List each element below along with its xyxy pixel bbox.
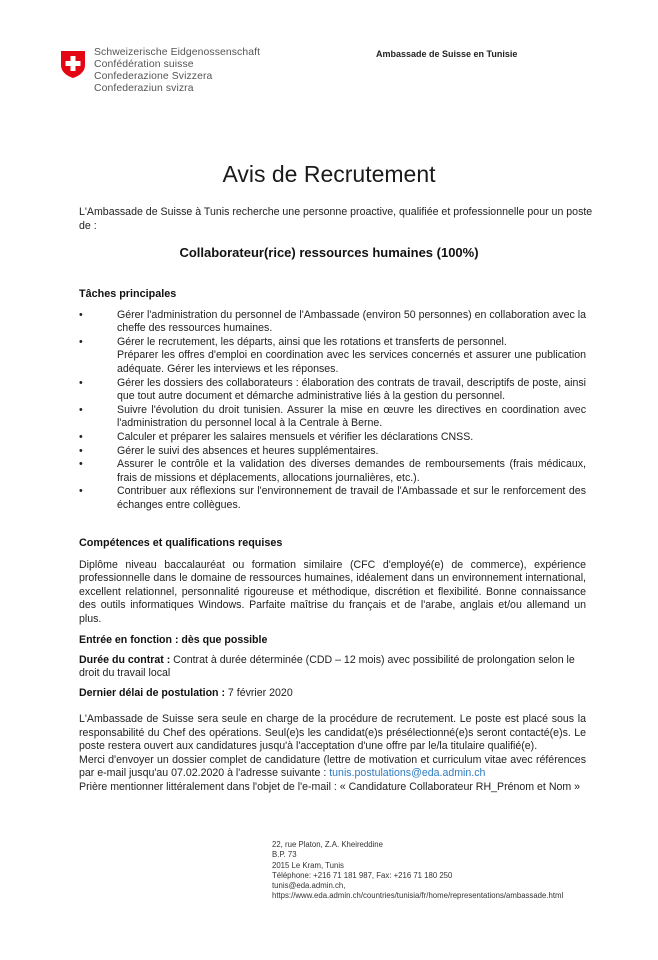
task-item [79, 458, 586, 485]
email-subject-instructions: Prière mentionner littéralement dans l'objet de l'e-mail : « Candidature Collaborateur RH_Prénom et Nom » [79, 780, 581, 793]
intro-text: L'Ambassade de Suisse à Tunis recherche une personne proactive, qualifiée et professionnelle pour un poste de : [79, 206, 593, 232]
bullet-icon: • [79, 485, 83, 498]
federal-name-it: Confederazione Svizzera [94, 71, 213, 82]
footer-email-link[interactable]: tunis@eda.admin.ch, [272, 881, 346, 891]
tasks-heading: Tâches principales [79, 288, 177, 300]
task-item [79, 404, 586, 431]
bullet-icon: • [79, 308, 83, 321]
duration-value: Contrat à durée déterminée (CDD – 12 mois) avec possibilité de prolongation selon le droit du travail local [79, 653, 575, 680]
procedure-text: L'Ambassade de Suisse sera seule en charge de la procédure de recrutement. Le poste est placé sous la responsabilité du Chef des opérations. Seul(e)s les candidat(e)s présélectionné(e)s seront contacté(e)s. Le poste restera ouvert aux candidatures jusqu'à l'acceptation d'une offre par le/la titulaire qualifié(e). [79, 713, 586, 753]
task-text: Suivre l'évolution du droit tunisien. Assurer la mise en œuvre les directives en coordination avec l'administration du personnel local à la Centrale à Berne. [117, 403, 586, 430]
task-text: Gérer le suivi des absences et heures supplémentaires. [117, 444, 379, 457]
application-instructions [79, 754, 586, 781]
bullet-icon: • [79, 376, 83, 389]
tasks-list [79, 309, 586, 513]
task-text: Gérer les dossiers des collaborateurs : élaboration des contrats de travail, descriptifs de poste, ainsi que tout autre document et démarche administrative liés à la gestion du personnel. [117, 376, 586, 403]
competences-heading: Compétences et qualifications requises [79, 537, 283, 549]
entry-date: Entrée en fonction : dès que possible [79, 634, 268, 646]
task-item [79, 309, 586, 336]
task-text: Assurer le contrôle et la validation des diverses demandes de remboursements (frais médicaux, frais de missions et déplacements, allocations journalières, etc.). [117, 458, 586, 484]
deadline-label: Dernier délai de postulation : [79, 686, 225, 699]
bullet-icon: • [79, 458, 83, 471]
task-text: Contribuer aux réflexions sur l'environnement de travail de l'Ambassade et sur le renforcement des échanges entre collègues. [117, 485, 586, 511]
task-text: Gérer l'administration du personnel de l'Ambassade (environ 50 personnes) en collaboration avec la cheffe des ressources humaines. [117, 308, 586, 335]
embassy-address-footer [272, 840, 563, 902]
address-po-box: B.P. 73 [272, 850, 297, 860]
footer-website-link[interactable]: https://www.eda.admin.ch/countries/tunisia/fr/home/representations/ambassade.html [272, 891, 564, 901]
address-street: 22, rue Platon, Z.A. Kheireddine [272, 840, 383, 849]
task-text: Gérer le recrutement, les départs, ainsi que les rotations et transferts de personnel. [117, 335, 507, 348]
page-title: Avis de Recrutement [222, 161, 436, 187]
application-email-link[interactable]: tunis.postulations@eda.admin.ch [329, 767, 486, 780]
task-text: Calculer et préparer les salaires mensuels et vérifier les déclarations CNSS. [117, 430, 474, 443]
swiss-shield-icon [60, 50, 86, 79]
competences-text: Diplôme niveau baccalauréat ou formation similaire (CFC d'employé(e) de commerce), expérience professionnelle dans le domaine de ressources humaines, idéalement dans un environnement international, excellent relationnel, personnalité rigoureuse et méthodique, discrétion et flexibilité. Bonne connaissance des outils informatiques Windows. Parfaite maîtrise du français et de l'arabe, anglais et/ou allemand un plus. [79, 558, 586, 625]
bullet-icon: • [79, 430, 83, 443]
application-deadline [79, 687, 586, 701]
tasks-section [79, 288, 586, 513]
duration-label: Durée du contrat : [79, 653, 171, 666]
swiss-confederation-logo [60, 47, 260, 95]
position-title: Collaborateur(rice) ressources humaines (100%) [179, 245, 479, 260]
contract-details [79, 634, 586, 706]
phone-fax: Téléphone: +216 71 181 987, Fax: +216 71 180 250 [272, 870, 453, 880]
bullet-icon: • [79, 403, 83, 416]
task-item [79, 336, 586, 377]
address-city: 2015 Le Kram, Tunis [272, 860, 344, 870]
contract-duration [79, 654, 586, 681]
federal-names [94, 47, 260, 95]
federal-name-rm: Confederaziun svizra [94, 83, 194, 94]
task-item [79, 485, 586, 512]
task-item [79, 445, 586, 459]
application-text: Merci d'envoyer un dossier complet de candidature (lettre de motivation et curriculum vitae avec références par e-mail jusqu'au 07.02.2020 à l'adresse suivante : [79, 753, 586, 780]
federal-name-de: Schweizerische Eidgenossenschaft [94, 47, 261, 58]
bullet-icon: • [79, 335, 83, 348]
closing-section [79, 713, 586, 795]
task-extra-text: Préparer les offres d'emploi en coordination avec les services concernés et assurer une publication adéquate. Gérer les interviews et les réponses. [117, 349, 586, 375]
embassy-name: Ambassade de Suisse en Tunisie [376, 49, 518, 59]
federal-name-fr: Confédération suisse [94, 59, 194, 70]
competences-section [79, 537, 586, 627]
deadline-value: 7 février 2020 [224, 686, 293, 699]
task-item [79, 431, 586, 445]
bullet-icon: • [79, 444, 83, 457]
task-item [79, 377, 586, 404]
